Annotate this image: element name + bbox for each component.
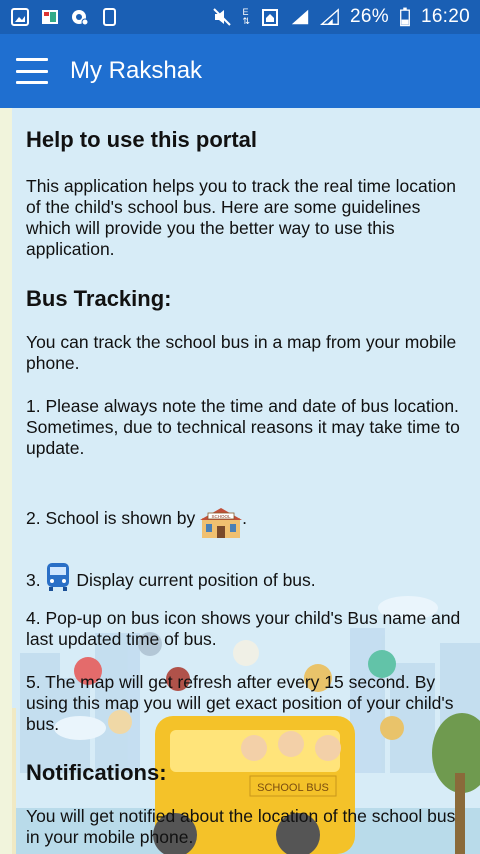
flag-notification-icon bbox=[40, 7, 60, 27]
help-intro: This application helps you to track the real time location of the child's school bus. Here are some guidelines which will provide you the better way to use this application. bbox=[26, 176, 456, 259]
status-bar bbox=[0, 0, 480, 34]
status-icons-left bbox=[10, 7, 120, 27]
svg-text:SCHOOL: SCHOOL bbox=[211, 514, 231, 519]
bus-position-icon bbox=[45, 562, 71, 592]
guideline-2 bbox=[26, 490, 466, 546]
app-title: My Rakshak bbox=[70, 57, 203, 84]
settings-notification-icon bbox=[70, 7, 90, 27]
guideline-4: 4. Pop-up on bus icon shows your child's Bus name and last updated time of bus. bbox=[26, 608, 461, 649]
battery-percent: 26% bbox=[350, 6, 389, 27]
guideline-5: 5. The map will get refresh after every 15 second. By using this map you will get exact position of your child's bus. bbox=[26, 672, 454, 734]
page-heading: Help to use this portal bbox=[26, 127, 258, 152]
status-icons-right bbox=[212, 6, 470, 28]
guideline-2-suffix: . bbox=[242, 508, 248, 528]
guideline-2-text: 2. School is shown by bbox=[26, 508, 196, 528]
screen-notification-icon bbox=[100, 7, 120, 27]
bus-tracking-heading: Bus Tracking: bbox=[26, 286, 172, 311]
school-icon bbox=[200, 504, 242, 540]
home-network-icon bbox=[260, 7, 280, 27]
signal-icon-2 bbox=[320, 7, 340, 27]
signal-icon-1 bbox=[290, 7, 310, 27]
app-bar bbox=[0, 34, 480, 108]
svg-text:SCHOOL BUS: SCHOOL BUS bbox=[257, 782, 329, 794]
bus-tracking-intro: You can track the school bus in a map from your mobile phone. bbox=[26, 332, 457, 373]
guideline-1: 1. Please always note the time and date of bus location. Sometimes, due to technical reasons it may take time to update. bbox=[26, 396, 460, 458]
clock: 16:20 bbox=[420, 6, 470, 27]
battery-icon bbox=[399, 7, 411, 27]
mute-icon bbox=[212, 7, 232, 27]
notifications-heading: Notifications: bbox=[26, 760, 167, 785]
hamburger-menu-icon[interactable] bbox=[16, 58, 48, 84]
notifications-text: You will get notified about the location of the school bus in your mobile phone. bbox=[26, 806, 456, 847]
gallery-notification-icon bbox=[10, 7, 30, 27]
guideline-3: 3. Display current position of bus. bbox=[26, 562, 466, 592]
help-content[interactable] bbox=[0, 108, 480, 854]
network-type-indicator: E ⇅ bbox=[242, 7, 251, 26]
